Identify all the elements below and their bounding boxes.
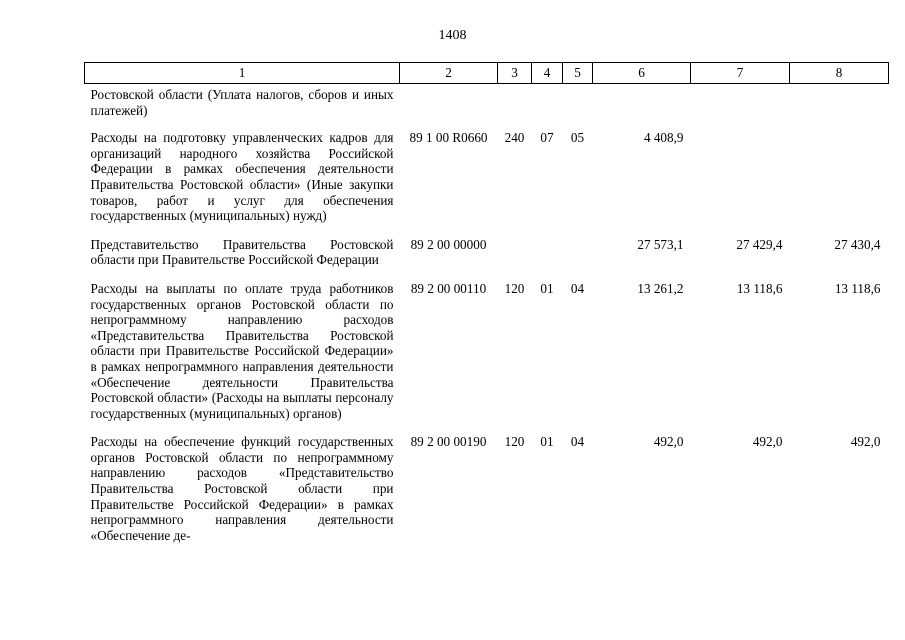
row-amount-year-3: 13 118,6 (834, 280, 881, 296)
column-number-2: 2 (400, 63, 498, 84)
row-amount-year-2 (691, 130, 790, 237)
row-section: 07 (540, 130, 554, 146)
row-subsection: 05 (570, 130, 585, 146)
row-expense-type (498, 84, 532, 131)
header-row (85, 63, 889, 84)
row-amount-year-2: 13 118,6 (736, 280, 783, 296)
column-number-3: 3 (498, 63, 532, 84)
table-row (85, 281, 889, 434)
row-name: Ростовской области (Уплата налогов, сборов и иных платежей) (90, 87, 394, 118)
row-section (532, 237, 563, 281)
column-number-4: 4 (532, 63, 563, 84)
column-number-1: 1 (85, 63, 400, 84)
column-number-7: 7 (691, 63, 790, 84)
column-number-8: 8 (790, 63, 889, 84)
row-section (532, 84, 563, 131)
row-amount-year-1 (593, 84, 691, 131)
row-target-article: 89 2 00 00000 (410, 236, 487, 252)
row-amount-year-1: 27 573,1 (637, 236, 684, 252)
row-amount-year-3: 27 430,4 (834, 236, 881, 252)
column-number-5: 5 (563, 63, 593, 84)
table-row (85, 84, 889, 131)
column-number-6: 6 (593, 63, 691, 84)
row-target-article: 89 1 00 R0660 (409, 130, 488, 146)
row-amount-year-2: 27 429,4 (736, 236, 783, 252)
row-expense-type (498, 237, 532, 281)
row-amount-year-3 (790, 130, 889, 237)
page-number: 1408 (438, 28, 467, 43)
row-target-article: 89 2 00 00190 (410, 434, 487, 450)
row-name: Представительство Правительства Ростовской области при Правительстве Российской Федерации (90, 236, 394, 268)
row-amount-year-3 (790, 84, 889, 131)
row-expense-type: 240 (504, 130, 525, 146)
row-name: Расходы на обеспечение функций государственных органов Ростовской области по непрограммному направлению расходов «Представительство Правительства Ростовской области при Правительстве Российской Федерации» в рамках непрограммного направления деятельности «Обеспечение де- (90, 434, 394, 543)
row-expense-type: 120 (504, 434, 525, 450)
row-subsection (563, 237, 593, 281)
row-amount-year-3: 492,0 (850, 434, 881, 450)
row-amount-year-1: 4 408,9 (643, 130, 684, 146)
table-row (85, 237, 889, 281)
row-expense-type: 120 (504, 280, 525, 296)
row-amount-year-1: 492,0 (653, 434, 684, 450)
row-amount-year-1: 13 261,2 (637, 280, 684, 296)
row-amount-year-2: 492,0 (752, 434, 783, 450)
row-name: Расходы на выплаты по оплате труда работников государственных органов Ростовской области по непрограммному направлению расходов «Представительства Правительства Ростовской области при Правительстве Российской Федерации» в рамках непрограммного направления деятельности «Обеспечение деятельности Правительства Ростовской области» (Расходы на выплаты персоналу государственных (муниципальных) органов) (90, 280, 394, 421)
table-body (85, 84, 889, 557)
row-name: Расходы на подготовку управленческих кадров для организаций народного хозяйства Российской Федерации в рамках обеспечения деятельности Правительства Ростовской области» (Иные закупки товаров, работ и услуг для обеспечения государственных (муниципальных) нужд) (90, 130, 394, 224)
table-row (85, 434, 889, 556)
row-subsection: 04 (570, 280, 585, 296)
table-row (85, 130, 889, 237)
table-header (85, 63, 889, 84)
row-subsection: 04 (570, 434, 585, 450)
row-section: 01 (540, 434, 554, 450)
row-amount-year-2 (691, 84, 790, 131)
row-subsection (563, 84, 593, 131)
budget-table (84, 62, 889, 556)
row-target-article: 89 2 00 00110 (410, 280, 487, 296)
row-section: 01 (540, 280, 554, 296)
row-target-article (400, 84, 498, 131)
